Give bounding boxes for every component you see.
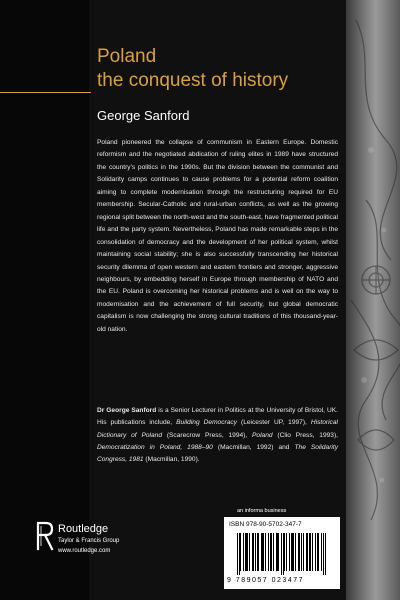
publisher-name: Routledge xyxy=(58,523,109,535)
publisher-website[interactable]: www.routledge.com xyxy=(58,548,111,554)
isbn-label: ISBN 978-90-5702-347-7 xyxy=(229,521,302,528)
bio-text: (Macmillan, 1992) and xyxy=(212,443,295,451)
bio-book-title: Democratization in Poland, 1988–90 xyxy=(97,443,213,451)
book-title: Poland xyxy=(97,46,157,67)
informa-tagline: an informa business xyxy=(237,508,287,514)
book-description: Poland pioneered the collapse of communism in Eastern Europe. Domestic reformism and the negotiated abdication of ruling elites in 1989 have structured the country's politics in the 1990s. But the division between the communist and Solidarity camps continues to cause problems for a potential reform coalition aiming to complete modernisation through the restructuring required for EU membership. Secular-Catholic and rural-urban conflicts, as well as the growing regional split between the north-west and the south-east, have fragmented political life and the party system. Nevertheless, Poland has made remarkable steps in the consolidation of democracy and the development of her political system, whilst maintaining social stability; she is also successfully transcending her historical security dilemma of open western and eastern frontiers and stronger, aggressive neighbours, by embedding herself in Europe through membership of NATO and the EU. Poland is overcoming her historical problems and is well on the way to modernisation and the achievement of full security, but global democratic capitalism is now challenging the strong cultural traditions of this thousand-year-old nation. xyxy=(97,139,338,333)
book-subtitle: the conquest of history xyxy=(97,70,289,91)
barcode-bars xyxy=(236,533,328,575)
bio-name: Dr George Sanford xyxy=(97,407,157,414)
decorative-side-strip xyxy=(346,0,400,600)
bio-book-title: Historical Dictionary of Poland xyxy=(97,419,338,439)
left-margin-panel xyxy=(0,0,89,600)
bio-book-title: Building Democracy xyxy=(176,419,237,427)
bio-book-title: The Solidarity Congress, 1981 xyxy=(97,443,338,464)
barcode-digits: 9 789057 023477 xyxy=(227,577,304,584)
bio-text: is a Senior Lecturer in Politics at the University of Bristol, UK. His publications include, xyxy=(97,407,338,427)
routledge-logo-icon xyxy=(36,521,54,551)
bio-book-title: Poland xyxy=(252,431,273,439)
bio-text: (Clio Press, 1993), xyxy=(272,431,338,439)
barcode xyxy=(224,517,340,589)
publisher-group: Taylor & Francis Group xyxy=(58,538,120,544)
bio-text: (Macmillan, 1990). xyxy=(143,456,200,464)
bio-text: (Scarecrow Press, 1994), xyxy=(162,431,253,439)
title-divider xyxy=(0,92,91,93)
bio-text: (Leicester UP, 1997), xyxy=(236,419,311,427)
author-bio xyxy=(97,405,338,466)
author-name: George Sanford xyxy=(97,108,190,123)
ornament-pattern xyxy=(346,0,400,600)
